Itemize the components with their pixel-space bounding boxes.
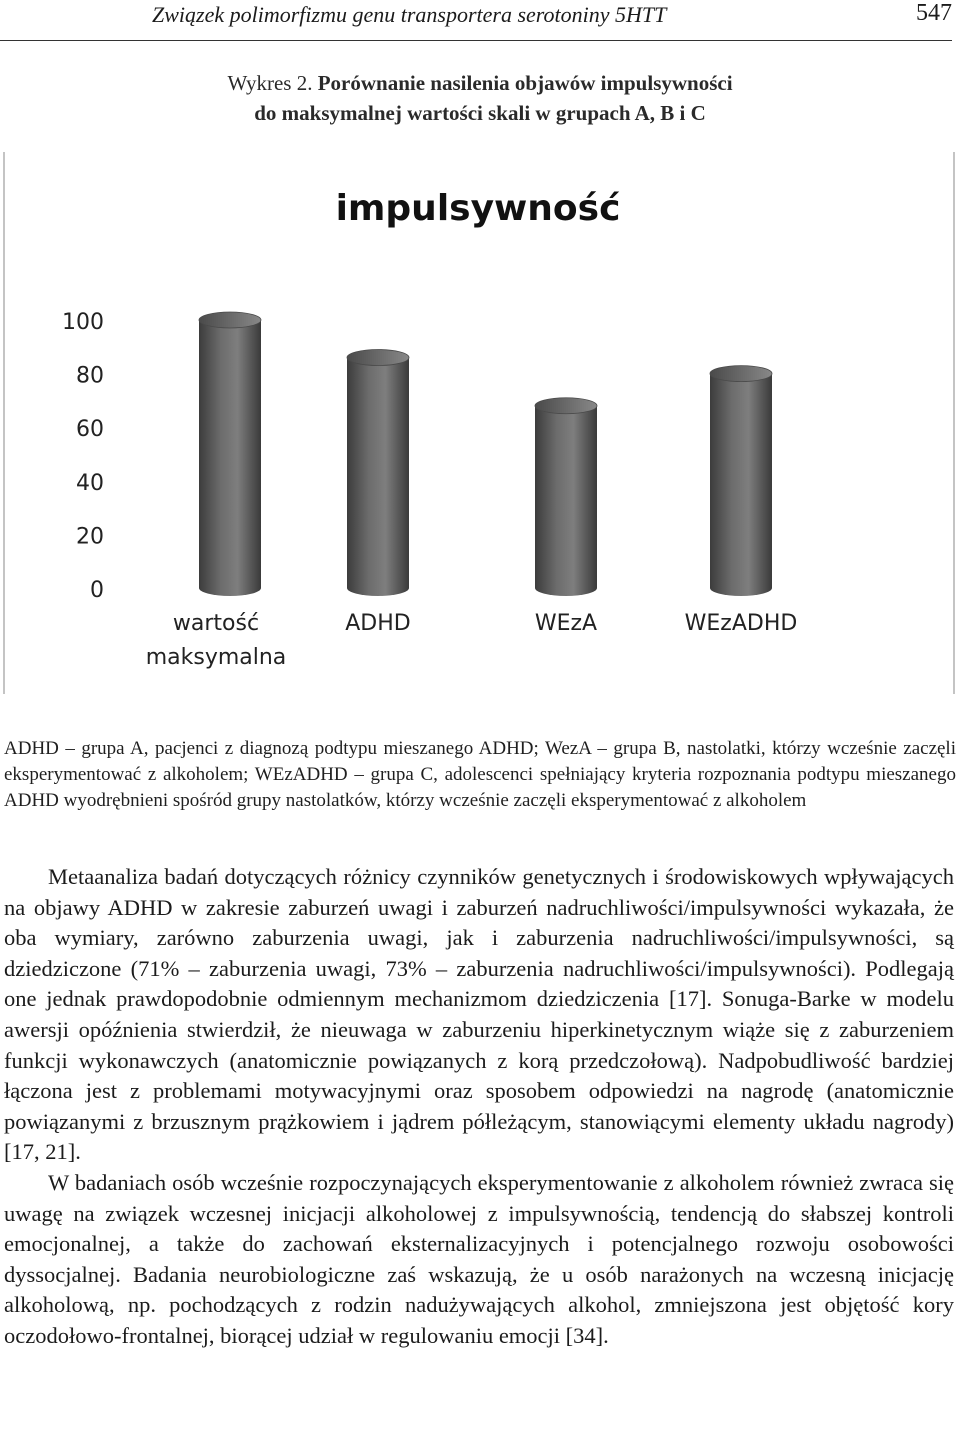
page-header — [0, 0, 960, 44]
body-paragraph-1: Metaanaliza badań dotyczących różnicy czynników genetycznych i środowiskowych wpływających na objawy ADHD w zakresie zaburzeń uwagi i zaburzeń nadruchliwości/impulsywności wykazała, że oba wymiary, zarówno zaburzenia uwagi, jak i zaburzenia nadruchliwości/impulsywności, są dziedziczone (71% – zaburzenia uwagi, 73% – zaburzenia nadruchliwości/impulsywności). Podlegają one jednak prawdopodobnie odmiennym mechanizmom dziedziczenia [17]. Sonuga-Barke w modelu awersji opóźnienia stwierdził, że nieuwaga w zaburzeniu hiperkinetycznym wiąże się z zaburzeniem funkcji wykonawczych (anatomicznie powiązanych z korą przedczołową). Nadpobudliwość bardziej łączona jest z problemami motywacyjnymi oraz sposobem odpowiedzi na nagrodę (anatomicznie powiązanymi z brzusznym prążkowiem i jądrem półleżącym, stanowiącymi elementy układu nagrody) [17, 21]. — [4, 864, 954, 1165]
y-tick-label: 80 — [76, 363, 104, 389]
caption-prefix: Wykres 2. — [227, 71, 313, 95]
x-category-label: WEzADHD — [684, 611, 798, 636]
y-tick-label: 40 — [76, 470, 104, 496]
x-category-label: maksymalna — [145, 645, 287, 670]
header-rule — [0, 40, 952, 41]
y-tick-label: 0 — [90, 578, 104, 603]
chart-canvas — [0, 152, 960, 694]
x-category-label: ADHD — [345, 611, 411, 636]
y-tick-label: 20 — [76, 524, 104, 550]
y-tick-label: 60 — [76, 417, 104, 443]
caption-line-1 — [0, 68, 960, 98]
chart-title: impulsywność — [335, 188, 621, 229]
y-tick-label: 100 — [62, 310, 104, 335]
chart-bar — [710, 366, 772, 596]
body-text — [4, 862, 954, 1352]
chart-bar — [347, 350, 409, 596]
chart-bar — [199, 312, 261, 596]
x-category-label: WEzA — [534, 611, 598, 636]
running-title: Związek polimorfizmu genu transportera serotoniny 5HTT — [152, 2, 667, 27]
page-number: 547 — [916, 0, 952, 26]
x-category-label: wartość — [172, 611, 260, 636]
chart-legend-note: ADHD – grupa A, pacjenci z diagnozą podtypu mieszanego ADHD; WezA – grupa B, nastolatki, którzy wcześnie zaczęli eksperymentować z alkoholem; WEzADHD – grupa C, adolescenci spełniający kryteria rozpoznania podtypu mieszanego ADHD wyodrębnieni spośród grupy nastolatków, którzy wcześnie zaczęli eksperymentować z alkoholem — [4, 738, 956, 811]
caption-title-line-1: Porównanie nasilenia objawów impulsywności — [317, 71, 733, 95]
caption-title-line-2: do maksymalnej wartości skali w grupach A, B i C — [254, 101, 706, 125]
body-paragraph-2: W badaniach osób wcześnie rozpoczynających eksperymentowanie z alkoholem również zwraca się uwagę na związek wczesnej inicjacji alkoholowej z impulsywnością, tendencją do słabszej kontroli emocjonalnej, a także do zachowań eksternalizacyjnych i potencjalnego rozwoju osobowości dyssocjalnej. Badania neurobiologiczne zaś wskazują, że u osób narażonych na wczesną inicjację alkoholową, np. pochodzących z rodzin nadużywających alkohol, zmniejszona jest objętość kory oczodołowo-frontalnej, biorącej udział w regulowaniu emocji [34]. — [4, 1169, 954, 1348]
chart-bar — [535, 398, 597, 596]
figure-caption — [0, 68, 960, 128]
bar-chart — [0, 152, 960, 694]
